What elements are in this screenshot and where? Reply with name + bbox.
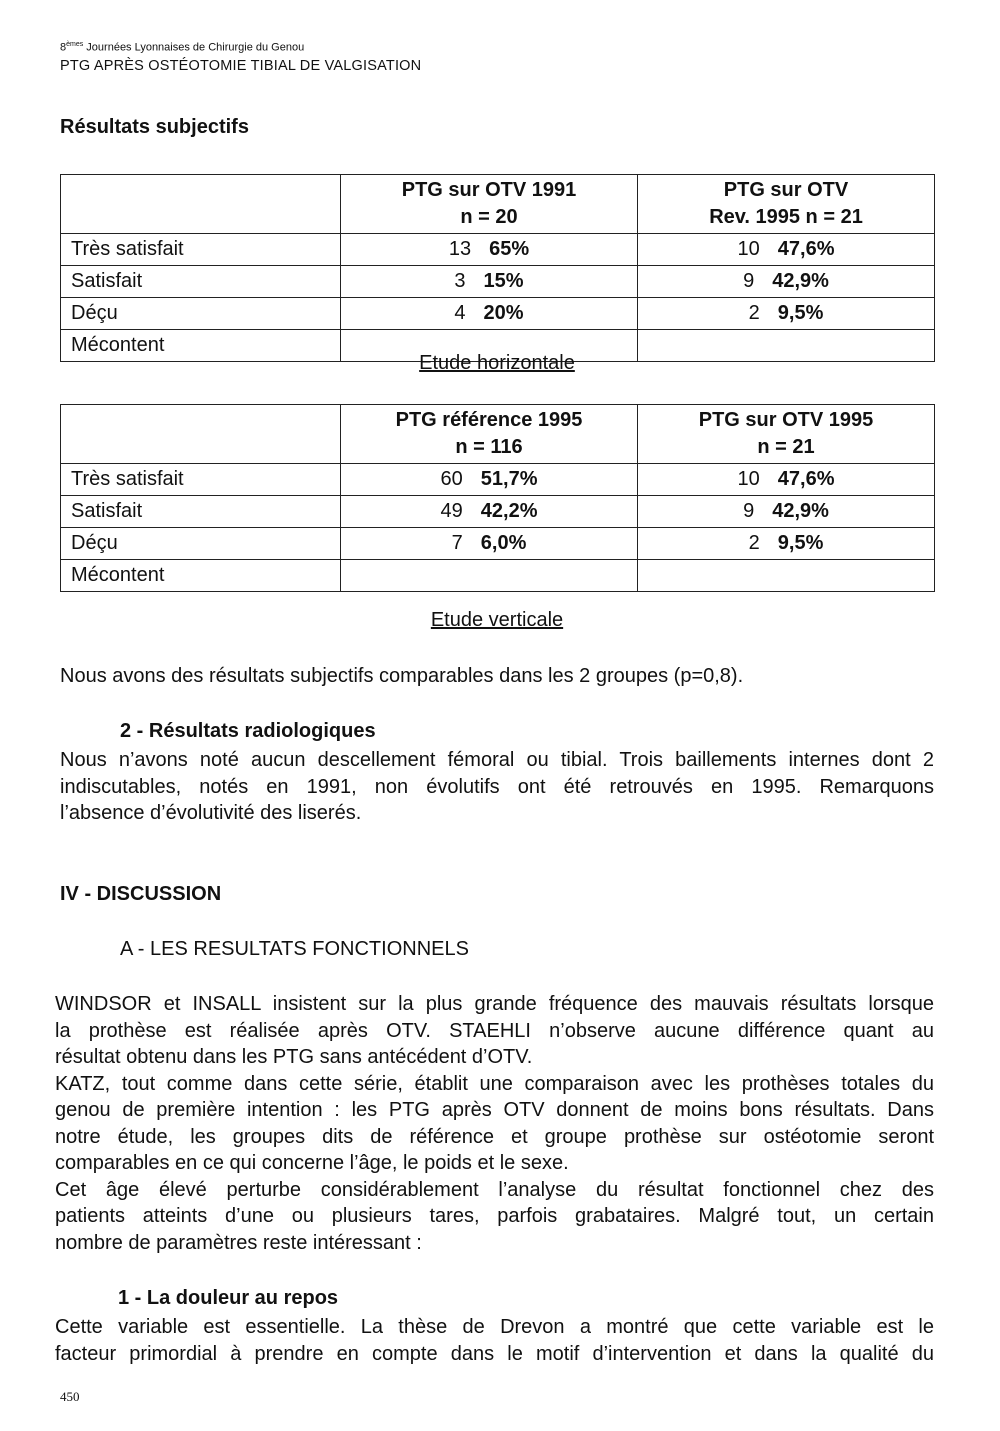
header-line: PTG sur OTV 1995: [698, 409, 874, 431]
row-label: Déçu: [61, 528, 341, 560]
cell-value: [638, 496, 935, 528]
text-line: Nous n’avons noté aucun descellement fémoral ou tibial. Trois baillements internes dont 2: [60, 749, 934, 771]
text-line: nombre de paramètres reste intéressant :: [55, 1231, 422, 1254]
cell-percent: 42,9%: [772, 500, 829, 522]
row-label: Satisfait: [61, 496, 341, 528]
cell-count: 10: [737, 468, 760, 490]
header-line: n = 20: [460, 206, 518, 228]
cell-percent: 20%: [483, 302, 524, 324]
cell-count: 4: [454, 302, 466, 324]
section-title-pain-at-rest: 1 - La douleur au repos: [118, 1287, 339, 1309]
cell-percent: 9,5%: [777, 302, 824, 324]
cell-percent: 47,6%: [777, 468, 835, 490]
table-header-row: [61, 405, 935, 464]
table-row: [61, 528, 935, 560]
header-line: PTG sur OTV 1991: [401, 179, 577, 201]
cell-count: 49: [440, 500, 463, 522]
table-header-empty: [61, 175, 341, 234]
section-title-discussion: IV - DISCUSSION: [60, 883, 222, 905]
cell-value: [638, 234, 935, 266]
table-row: [61, 234, 935, 266]
cell-value: [638, 560, 935, 592]
header-line: Rev. 1995 n = 21: [709, 206, 863, 228]
cell-percent: 47,6%: [777, 238, 835, 260]
cell-value: [341, 496, 638, 528]
text-line: KATZ, tout comme dans cette série, établit une comparaison avec les prothèses totales du: [55, 1072, 934, 1095]
table-header-empty: [61, 405, 341, 464]
table-caption-horizontal: Etude horizontale: [419, 352, 575, 374]
text-line: la prothèse est réalisée après OTV. STAEHLI n’observe aucune différence quant au: [55, 1019, 934, 1042]
text-line: patients atteints d’une ou plusieurs tares, parfois grabataires. Malgré tout, un certain: [55, 1205, 934, 1227]
cell-percent: 6,0%: [480, 532, 527, 554]
cell-count: 7: [451, 532, 463, 554]
cell-count: 9: [743, 500, 755, 522]
header-line: PTG sur OTV: [723, 179, 849, 201]
header-line: n = 116: [455, 436, 523, 458]
cell-value: [341, 464, 638, 496]
table-header-col1: [341, 405, 638, 464]
row-label: Déçu: [61, 298, 341, 330]
running-header-line2: PTG APRÈS OSTÉOTOMIE TIBIAL DE VALGISATION: [60, 58, 422, 74]
text-line: Cette variable est essentielle. La thèse de Drevon a montré que cette variable est le: [55, 1316, 934, 1338]
text-line: WINDSOR et INSALL insistent sur la plus grande fréquence des mauvais résultats lorsque: [55, 993, 934, 1015]
cell-value: [341, 560, 638, 592]
table-horizontal-study: [60, 174, 935, 362]
row-label: Mécontent: [61, 560, 341, 592]
text-line: notre étude, les groupes dits de référence et groupe prothèse sur ostéotomie seront: [55, 1125, 934, 1148]
cell-count: 3: [454, 270, 466, 292]
running-header-line1: [60, 38, 304, 55]
text-line: comparables en ce qui concerne l’âge, le poids et le sexe.: [55, 1152, 569, 1174]
table-header-row: [61, 175, 935, 234]
cell-count: 2: [748, 532, 760, 554]
cell-count: 60: [440, 468, 463, 490]
paragraph-discussion: [55, 991, 934, 1256]
cell-count: 13: [448, 238, 472, 260]
page-number: 450: [60, 1389, 80, 1404]
running-header-ordinal: èmes: [66, 41, 84, 48]
cell-count: 9: [743, 270, 755, 292]
cell-value: [638, 266, 935, 298]
table-row: [61, 298, 935, 330]
row-label: Satisfait: [61, 266, 341, 298]
table-header-col2: [638, 405, 935, 464]
comparison-sentence: Nous avons des résultats subjectifs comparables dans les 2 groupes (p=0,8).: [60, 665, 744, 687]
cell-value: [638, 464, 935, 496]
cell-percent: 42,9%: [772, 270, 829, 292]
cell-value: [638, 528, 935, 560]
row-label: Très satisfait: [61, 234, 341, 266]
text-line: Cet âge élevé perturbe considérablement l’analyse du résultat fonctionnel chez des: [55, 1178, 934, 1201]
cell-value: [341, 298, 638, 330]
table-caption-vertical: Etude verticale: [430, 609, 564, 631]
cell-value: [341, 528, 638, 560]
text-line: indiscutables, notés en 1991, non évolutifs ont été retrouvés en 1995. Remarquons: [60, 775, 934, 798]
cell-value: [341, 234, 638, 266]
cell-percent: 9,5%: [777, 532, 824, 554]
row-label: Très satisfait: [61, 464, 341, 496]
cell-value: [341, 266, 638, 298]
header-line: PTG référence 1995: [395, 409, 583, 431]
cell-value: [638, 298, 935, 330]
table-row: [61, 496, 935, 528]
header-line: n = 21: [757, 436, 815, 458]
running-header-number: 8: [60, 41, 67, 54]
subsection-title-functional: A - LES RESULTATS FONCTIONNELS: [120, 938, 469, 960]
paragraph-radiologic: [60, 747, 934, 827]
cell-percent: 15%: [483, 270, 524, 292]
section-title-subjective: Résultats subjectifs: [60, 116, 249, 138]
text-line: facteur primordial à prendre en compte dans le motif d’intervention et dans la qualité du: [55, 1342, 934, 1365]
cell-count: 10: [737, 238, 760, 260]
cell-percent: 42,2%: [480, 500, 538, 522]
cell-percent: 65%: [489, 238, 530, 260]
table-row: [61, 464, 935, 496]
table-vertical-study: [60, 404, 935, 592]
table-header-col1: [341, 175, 638, 234]
row-label: Mécontent: [61, 330, 341, 362]
text-line: l’absence d’évolutivité des liserés.: [60, 802, 362, 824]
text-line: résultat obtenu dans les PTG sans antécédent d’OTV.: [55, 1046, 533, 1068]
cell-count: 2: [748, 302, 760, 324]
cell-percent: 51,7%: [480, 468, 538, 490]
text-line: genou de première intention : les PTG après OTV donnent de moins bons résultats. Dans: [55, 1099, 934, 1121]
table-header-col2: [638, 175, 935, 234]
table-row: [61, 560, 935, 592]
table-row: [61, 266, 935, 298]
paragraph-pain: [55, 1314, 934, 1367]
section-title-radiologic: 2 - Résultats radiologiques: [120, 720, 376, 742]
running-header-title: Journées Lyonnaises de Chirurgie du Genou: [83, 41, 305, 54]
